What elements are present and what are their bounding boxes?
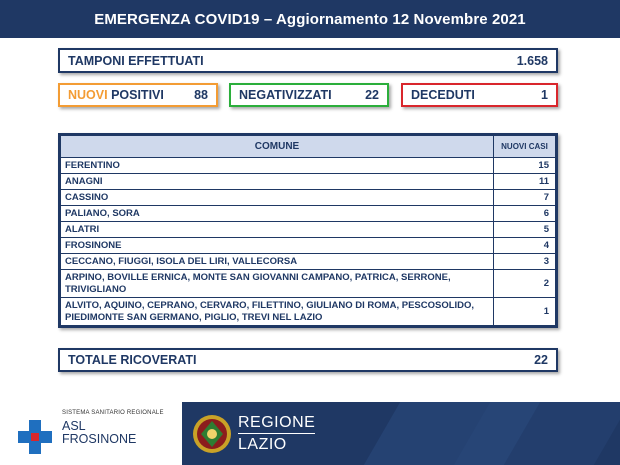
row-comune: CECCANO, FIUGGI, ISOLA DEL LIRI, VALLECORSA: [61, 254, 494, 270]
deceduti-value: 1: [541, 88, 548, 102]
table-row: [61, 174, 556, 190]
table-header-row: [61, 136, 556, 158]
row-cases: 11: [494, 174, 556, 190]
row-cases: 1: [494, 298, 556, 326]
table-row: [61, 298, 556, 326]
row-comune: ALVITO, AQUINO, CEPRANO, CERVARO, FILETTINO, GIULIANO DI ROMA, PESCOSOLIDO, PIEDIMONTE SAN GERMANO, PIGLIO, TREVI NEL LAZIO: [61, 298, 494, 326]
table-row: [61, 158, 556, 174]
table-row: [61, 270, 556, 298]
table-row: [61, 190, 556, 206]
asl-line-1: ASL: [62, 419, 86, 433]
positivi-label: [68, 88, 164, 102]
regione-line-2: LAZIO: [238, 436, 287, 453]
tamponi-label: TAMPONI EFFETTUATI: [68, 53, 204, 68]
positivi-label-b: POSITIVI: [107, 88, 164, 102]
table-row: [61, 238, 556, 254]
totale-label: TOTALE RICOVERATI: [68, 353, 197, 367]
row-cases: 3: [494, 254, 556, 270]
comuni-table: [58, 133, 558, 328]
ssr-label: SISTEMA SANITARIO REGIONALE: [62, 410, 164, 416]
page-title: EMERGENZA COVID19 – Aggiornamento 12 Novembre 2021: [94, 10, 526, 28]
negativizzati-box: [229, 83, 389, 107]
asl-footer: [0, 402, 180, 465]
row-comune: ANAGNI: [61, 174, 494, 190]
table-row: [61, 254, 556, 270]
negativizzati-label: NEGATIVIZZATI: [239, 88, 332, 102]
tamponi-value: 1.658: [516, 53, 548, 68]
row-comune: FERENTINO: [61, 158, 494, 174]
row-cases: 5: [494, 222, 556, 238]
row-cases: 2: [494, 270, 556, 298]
negativizzati-value: 22: [365, 88, 379, 102]
table-row: [61, 206, 556, 222]
deceduti-label: DECEDUTI: [411, 88, 475, 102]
row-cases: 15: [494, 158, 556, 174]
positivi-box: [58, 83, 218, 107]
row-comune: ALATRI: [61, 222, 494, 238]
header-bar: [0, 0, 620, 38]
asl-name: [62, 420, 136, 446]
emblem-icon: [192, 412, 232, 456]
regione-footer: [182, 402, 620, 465]
regione-line-1: REGIONE: [238, 413, 315, 434]
row-cases: 6: [494, 206, 556, 222]
totale-ricoverati-box: [58, 348, 558, 372]
positivi-value: 88: [194, 88, 208, 102]
row-cases: 7: [494, 190, 556, 206]
row-comune: FROSINONE: [61, 238, 494, 254]
row-comune: PALIANO, SORA: [61, 206, 494, 222]
row-cases: 4: [494, 238, 556, 254]
col-header-comune: COMUNE: [61, 136, 494, 158]
regione-name: [238, 413, 315, 454]
asl-line-2: FROSINONE: [62, 432, 137, 446]
table-row: [61, 222, 556, 238]
deceduti-box: [401, 83, 558, 107]
cross-icon: [18, 420, 52, 454]
totale-value: 22: [534, 353, 548, 367]
tamponi-box: [58, 48, 558, 73]
positivi-label-a: NUOVI: [68, 88, 108, 102]
col-header-cases: NUOVI CASI: [494, 136, 556, 158]
row-comune: CASSINO: [61, 190, 494, 206]
comuni-table-grid: [60, 135, 556, 326]
row-comune: ARPINO, BOVILLE ERNICA, MONTE SAN GIOVANNI CAMPANO, PATRICA, SERRONE, TRIVIGLIANO: [61, 270, 494, 298]
